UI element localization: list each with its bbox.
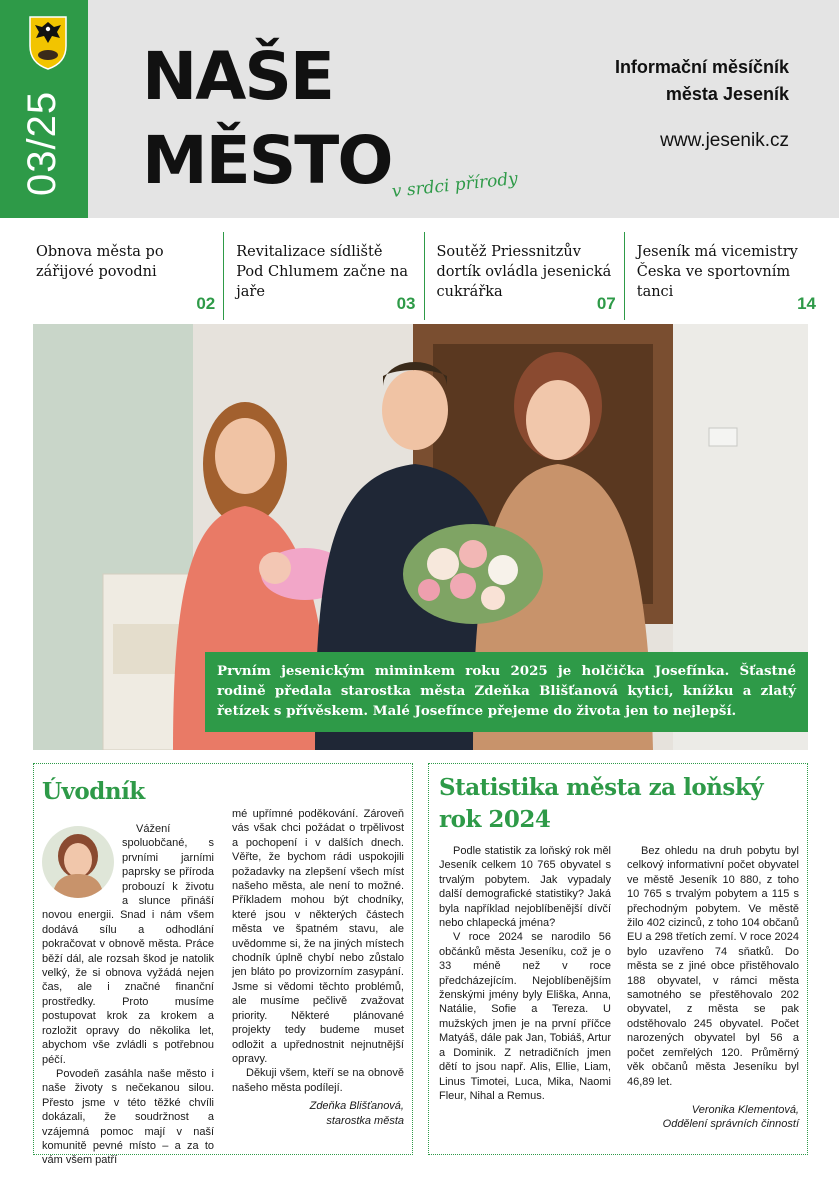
editorial-column-2 (232, 807, 404, 1128)
teaser-page-number: 02 (196, 294, 216, 313)
statistics-column-2 (627, 844, 799, 1132)
paragraph: Vážení spoluobčané, s prvními jarními paprsky se příroda probouzí k životu a slunce přináší novou energii. Snad i nám všem dodává sílu a odhodlání pokračovat v obnově města. Práce běží dál, ale rozsah škod je natolik velký, že si obnova vyžádá nejen čas, ale i značné finanční prostředky. Proto musíme postupovat krok za krokem a rozložit opravy do několika let, abychom vše zvládli s potřebnou péčí. (42, 823, 214, 1066)
signature-name: Zdeňka Blišťanová, (309, 1100, 404, 1113)
portrait-icon (42, 826, 114, 898)
signature-name: Veronika Klementová, (691, 1103, 799, 1116)
teaser-page-number: 07 (596, 294, 616, 313)
teaser-item[interactable] (24, 232, 224, 320)
masthead-title-line2: MĚSTO (142, 122, 392, 199)
paragraph: Bez ohledu na druh pobytu byl celkový informativní počet obyvatel ve městě Jeseník 10 880, z toho 10 765 s trvalým pobytem a 115 s přechodným pobytem. Ve městě žilo 402 cizinců, z toho 104 občanů EU a 298 třetích zemí. V roce 2024 bylo uzavřeno 74 sňatků. Do města se z jiné obce přistěhovalo 188 obyvatel, v rámci města samotného se přestěhovalo 202 obyvatel, z města se pak odstěhovalo 245 obyvatel. Počet narozených obyvatel byl 56 a počet zemřelých 120. Průměrný věk občanů města Jeseníku byl 46,89 let. (627, 845, 799, 1088)
author-avatar (42, 826, 114, 898)
masthead-tagline: v srdci přírody (390, 168, 519, 202)
subtitle-line2: města Jeseník (665, 84, 789, 104)
statistics-signature (627, 1103, 799, 1132)
teaser-item[interactable] (425, 232, 625, 320)
coat-of-arms-icon (27, 14, 69, 70)
paragraph: mé upřímné poděkování. Zároveň vás však chci požádat o trpělivost a pochopení i v dalších dnech. Věřte, že bychom rádi uspokojili požadavky na zlepšení všech míst našeho města, ale není to možné. Příkladem mohou být chodníky, které jsou v některých částech města ve špatném stavu, ale uvědomme si, že na jiných místech chodník úplně chybí nebo zůstalo jen bláto po provizorním zasypání. Jsme si vědomi těchto problémů, ale musíme pečlivě zvažovat priority. Některé plánované projekty tedy budeme muset odložit a upřednostnit nejnutnější opravy. (232, 808, 404, 1065)
signature-role: starostka města (326, 1114, 404, 1127)
paragraph: Podle statistik za loňský rok měl Jeseník celkem 10 765 obyvatel s trvalým pobytem. Jak vypadaly další demografické statistiky? Jaká byla například nejoblíbenější dívčí nebo chlapecká jména? (439, 845, 611, 930)
editorial-article (33, 763, 413, 1167)
teaser-page-number: 03 (396, 294, 416, 313)
teaser-title: Soutěž Priessnitzův dortík ovládla jesenická cukrářka (436, 244, 612, 300)
paragraph: V roce 2024 se narodilo 56 občánků města Jeseníku, což je o 33 méně než v roce předcházejícím. Nejoblíbenějším ženskými jmény byly Eliška, Anna, Natálie, Sofie a Tereza. U mužských jmen je na první příčce Matyáš, dále pak Jan, Tobiáš, Artur a Dominik. Z netradičních jmen dětí to jsou např. Alis, Ellie, Liam, Linus Timotei, Luca, Mika, Naomi Fleur, Nihal a Remus. (439, 931, 611, 1102)
teaser-page-number: 14 (797, 294, 816, 313)
website-link[interactable]: www.jesenik.cz (660, 130, 789, 151)
issue-number: 03/25 (20, 90, 64, 196)
subtitle-line1: Informační měsíčník (614, 57, 789, 77)
teaser-title: Jeseník má vicemistry Česka ve sportovním tanci (636, 244, 798, 300)
teaser-item[interactable] (224, 232, 424, 320)
statistics-column-1 (439, 844, 611, 1103)
contents-teasers (24, 232, 824, 320)
editorial-heading: Úvodník (42, 778, 145, 805)
statistics-heading: Statistika města za loňský rok 2024 (439, 774, 764, 833)
teaser-item[interactable] (625, 232, 824, 320)
statistics-article (428, 763, 808, 1155)
editorial-column-1 (42, 822, 214, 1168)
masthead-title-line1: NAŠE (142, 38, 333, 115)
signature-role: Oddělení správních činností (662, 1118, 799, 1131)
teaser-title: Revitalizace sídliště Pod Chlumem začne na jaře (236, 244, 409, 300)
publication-subtitle (615, 54, 789, 108)
paragraph: Děkuji všem, kteří se na obnově našeho města podílejí. (232, 1067, 404, 1094)
teaser-title: Obnova města po zářijové povodni (36, 244, 164, 280)
photo-caption: Prvním jesenickým miminkem roku 2025 je holčička Josefínka. Šťastné rodině předala starostka města Zdeňka Blišťanová kytici, knížku a zlatý řetízek s přívěskem. Malé Josefínce přejeme do života jen to nejlepší. (205, 652, 808, 732)
issue-strip (0, 0, 88, 218)
paragraph: Povodeň zasáhla naše město i naše životy s nečekanou silou. Přesto jsme v této těžké chvíli dokázali, že soudržnost a vzájemná pomoc mají v naší komunitě pevné místo – a za to vám všem patří (42, 1067, 214, 1167)
editorial-signature (232, 1099, 404, 1128)
masthead (0, 0, 839, 218)
